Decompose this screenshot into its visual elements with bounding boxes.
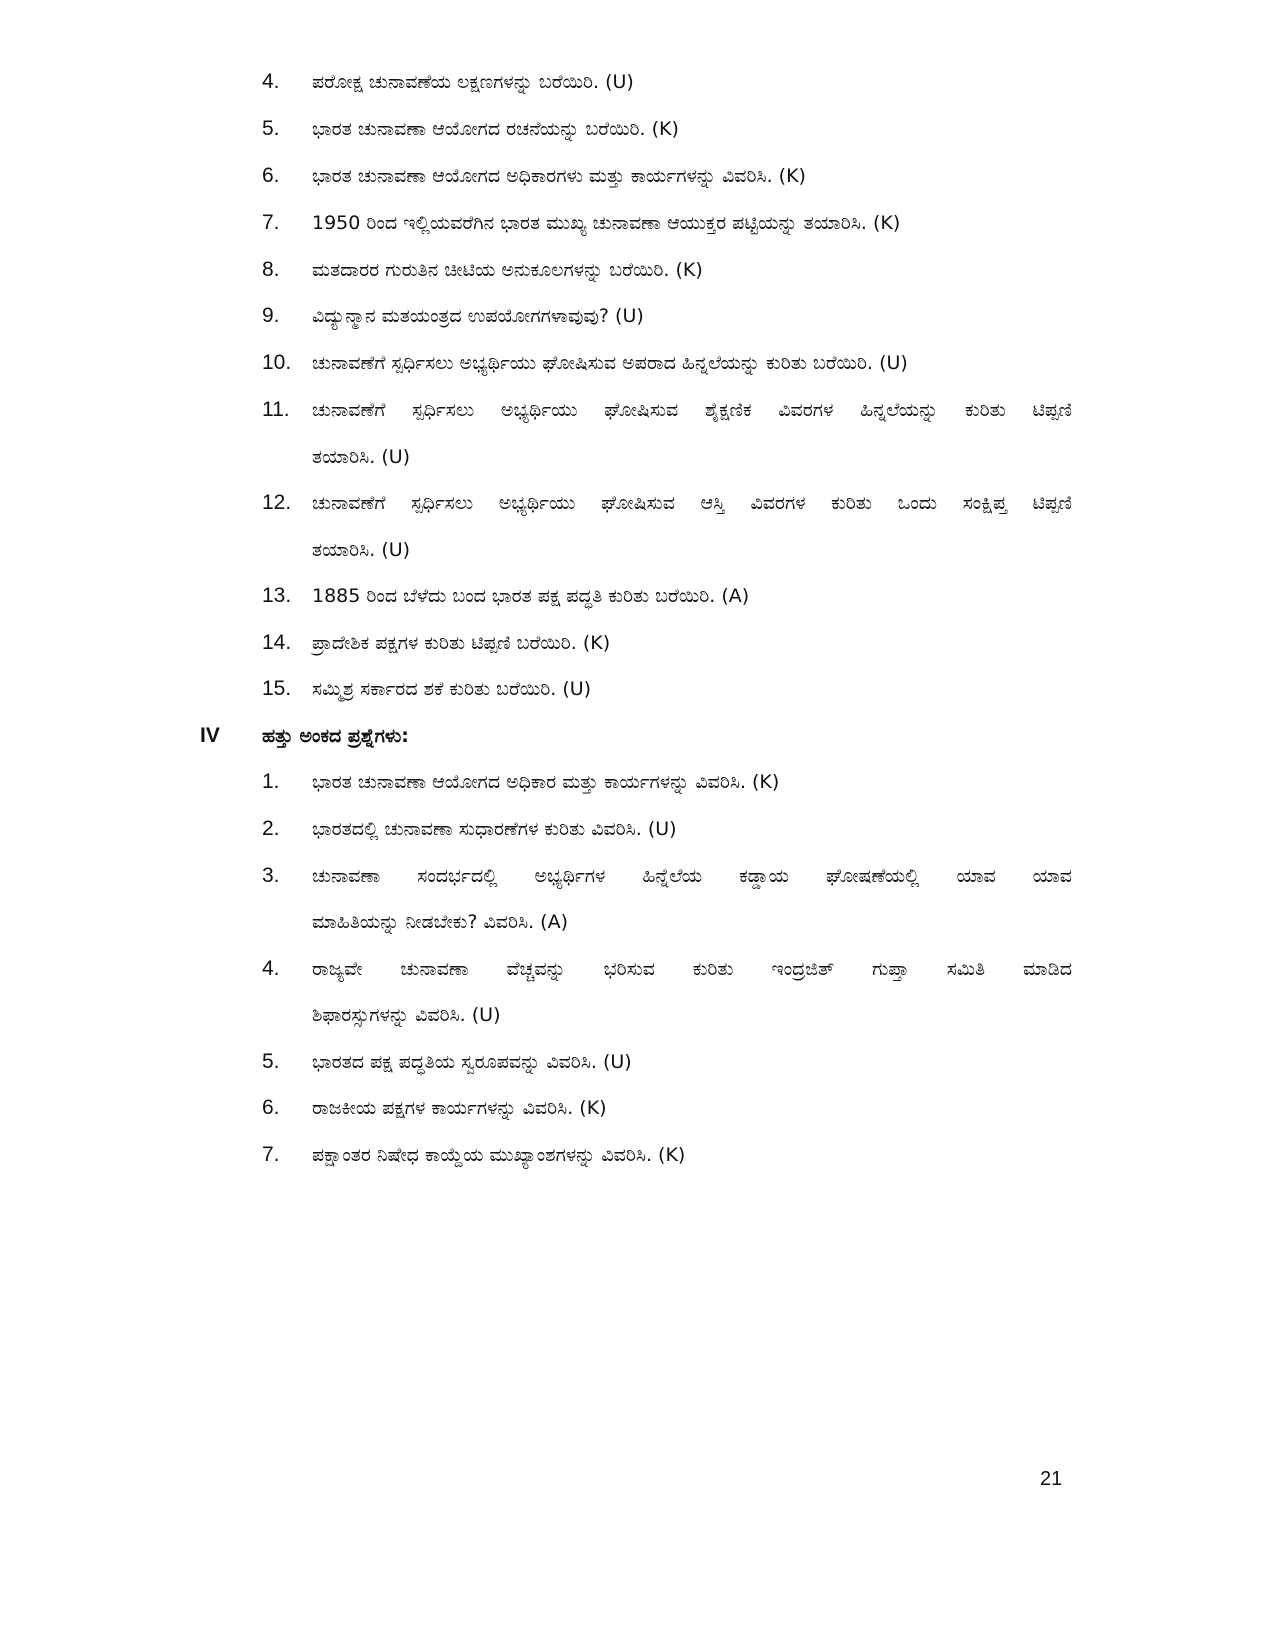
question-text: ವಿದ್ಯುನ್ಮಾನ ಮತಯಂತ್ರದ ಉಪಯೋಗಗಳಾವುವು? (U) — [312, 305, 644, 327]
question-text: ಚುನಾವಣೆಗೆ ಸ್ಪರ್ಧಿಸಲು ಅಭ್ಯರ್ಥಿಯು ಘೋಷಿಸುವ ಶೈಕ್ಷಣಿಕ ವಿವರಗಳ ಹಿನ್ನಲೆಯನ್ನು ಕುರಿತು ಟಿಪ್ಪಣಿ — [312, 399, 1072, 421]
question-number: 5. — [262, 117, 280, 140]
question-item — [262, 491, 1072, 515]
question-item — [262, 258, 1072, 282]
question-text: ಭಾರತ ಚುನಾವಣಾ ಆಯೋಗದ ಅಧಿಕಾರಗಳು ಮತ್ತು ಕಾರ್ಯಗಳನ್ನು ವಿವರಿಸಿ. (K) — [312, 165, 806, 187]
question-item — [262, 957, 1072, 981]
question-text: 1885 ರಿಂದ ಬೆಳೆದು ಬಂದ ಭಾರತ ಪಕ್ಷ ಪದ್ಧತಿ ಕುರಿತು ಬರೆಯಿರಿ. (A) — [312, 585, 750, 607]
question-number: 14. — [262, 631, 292, 654]
page-number: 21 — [1040, 1468, 1063, 1490]
question-number: 10. — [262, 351, 292, 374]
question-text: ಪ್ರಾದೇಶಿಕ ಪಕ್ಷಗಳ ಕುರಿತು ಟಿಪ್ಪಣಿ ಬರೆಯಿರಿ. (K) — [312, 632, 611, 654]
section-heading — [200, 724, 1100, 748]
question-item — [262, 677, 1072, 701]
question-text: ಸಮ್ಮಿಶ್ರ ಸರ್ಕಾರದ ಶಕೆ ಕುರಿತು ಬರೆಯಿರಿ. (U) — [312, 678, 592, 700]
question-text: ಪಕ್ಷಾಂತರ ನಿಷೇಧ ಕಾಯ್ದೆಯ ಮುಖ್ಯಾಂಶಗಳನ್ನು ವಿವರಿಸಿ. (K) — [312, 1144, 686, 1166]
question-number: 6. — [262, 164, 280, 187]
question-text-continuation: ತಯಾರಿಸಿ. (U) — [312, 539, 411, 561]
question-item — [262, 584, 1072, 608]
section-title: ಹತ್ತು ಅಂಕದ ಪ್ರಶ್ನೆಗಳು: — [262, 725, 409, 747]
question-text: ಚುನಾವಣೆಗೆ ಸ್ಪರ್ಧಿಸಲು ಅಭ್ಯರ್ಥಿಯು ಘೋಷಿಸುವ ಅಪರಾದ ಹಿನ್ನಲೆಯನ್ನು ಕುರಿತು ಬರೆಯಿರಿ. (U) — [312, 352, 908, 374]
question-text-continuation: ಮಾಹಿತಿಯನ್ನು ನೀಡಬೇಕು? ವಿವರಿಸಿ. (A) — [312, 911, 568, 933]
question-text: ಚುನಾವಣಾ ಸಂದರ್ಭದಲ್ಲಿ ಅಭ್ಯರ್ಥಿಗಳ ಹಿನ್ನೆಲೆಯ ಕಡ್ಡಾಯ ಘೋಷಣೆಯಲ್ಲಿ ಯಾವ ಯಾವ — [312, 865, 1072, 887]
question-text: ರಾಜಕೀಯ ಪಕ್ಷಗಳ ಕಾರ್ಯಗಳನ್ನು ವಿವರಿಸಿ. (K) — [312, 1097, 607, 1119]
question-number: 13. — [262, 584, 292, 607]
question-number: 1. — [262, 770, 280, 793]
question-item — [262, 351, 1072, 375]
question-text-continuation: ಶಿಫಾರಸ್ಸುಗಳನ್ನು ವಿವರಿಸಿ. (U) — [312, 1004, 501, 1026]
question-item — [262, 164, 1072, 188]
question-item — [262, 770, 1072, 794]
question-number: 6. — [262, 1096, 280, 1119]
question-text: ಚುನಾವಣೆಗೆ ಸ್ಪರ್ಧಿಸಲು ಅಭ್ಯರ್ಥಿಯು ಘೋಷಿಸುವ ಆಸ್ತಿ ವಿವರಗಳ ಕುರಿತು ಒಂದು ಸಂಕ್ಷಿಪ್ತ ಟಿಪ್ಪಣಿ — [312, 492, 1072, 514]
question-number: 8. — [262, 258, 280, 281]
question-item — [262, 1050, 1072, 1074]
question-text: ಪರೋಕ್ಷ ಚುನಾವಣೆಯ ಲಕ್ಷಣಗಳನ್ನು ಬರೆಯಿರಿ. (U) — [312, 71, 634, 93]
question-number: 4. — [262, 957, 280, 980]
question-number: 4. — [262, 70, 280, 93]
question-number: 2. — [262, 817, 280, 840]
question-text: ಭಾರತ ಚುನಾವಣಾ ಆಯೋಗದ ಅಧಿಕಾರ ಮತ್ತು ಕಾರ್ಯಗಳನ್ನು ವಿವರಿಸಿ. (K) — [312, 771, 780, 793]
section-roman-numeral: IV — [200, 724, 220, 747]
question-number: 3. — [262, 864, 280, 887]
question-item — [262, 864, 1072, 888]
question-text: ರಾಜ್ಯವೇ ಚುನಾವಣಾ ವೆಚ್ಚವನ್ನು ಭರಿಸುವ ಕುರಿತು ಇಂದ್ರಜಿತ್ ಗುಪ್ತಾ ಸಮಿತಿ ಮಾಡಿದ — [312, 958, 1072, 980]
question-text-continuation: ತಯಾರಿಸಿ. (U) — [312, 446, 411, 468]
question-number: 12. — [262, 491, 292, 514]
question-text: ಭಾರತದಲ್ಲಿ ಚುನಾವಣಾ ಸುಧಾರಣೆಗಳ ಕುರಿತು ವಿವರಿಸಿ. (U) — [312, 818, 677, 840]
question-number: 5. — [262, 1050, 280, 1073]
question-item — [262, 631, 1072, 655]
question-text: 1950 ರಿಂದ ಇಲ್ಲಿಯವರೆಗಿನ ಭಾರತ ಮುಖ್ಯ ಚುನಾವಣಾ ಆಯುಕ್ತರ ಪಟ್ಟಿಯನ್ನು ತಯಾರಿಸಿ. (K) — [312, 212, 901, 234]
question-item — [262, 304, 1072, 328]
question-item — [262, 1143, 1072, 1167]
question-number: 15. — [262, 677, 292, 700]
question-text: ಭಾರತ ಚುನಾವಣಾ ಆಯೋಗದ ರಚನೆಯನ್ನು ಬರೆಯಿರಿ. (K) — [312, 118, 679, 140]
question-item — [262, 211, 1072, 235]
question-item — [262, 70, 1072, 94]
question-number: 9. — [262, 304, 280, 327]
question-item — [262, 117, 1072, 141]
question-item — [262, 398, 1072, 422]
question-item — [262, 817, 1072, 841]
question-number: 7. — [262, 1143, 280, 1166]
question-number: 11. — [262, 398, 290, 421]
question-text: ಮತದಾರರ ಗುರುತಿನ ಚೀಟಿಯ ಅನುಕೂಲಗಳನ್ನು ಬರೆಯಿರಿ. (K) — [312, 259, 703, 281]
question-number: 7. — [262, 211, 280, 234]
question-text: ಭಾರತದ ಪಕ್ಷ ಪದ್ಧತಿಯ ಸ್ವರೂಪವನ್ನು ವಿವರಿಸಿ. (U) — [312, 1051, 632, 1073]
question-item — [262, 1096, 1072, 1120]
